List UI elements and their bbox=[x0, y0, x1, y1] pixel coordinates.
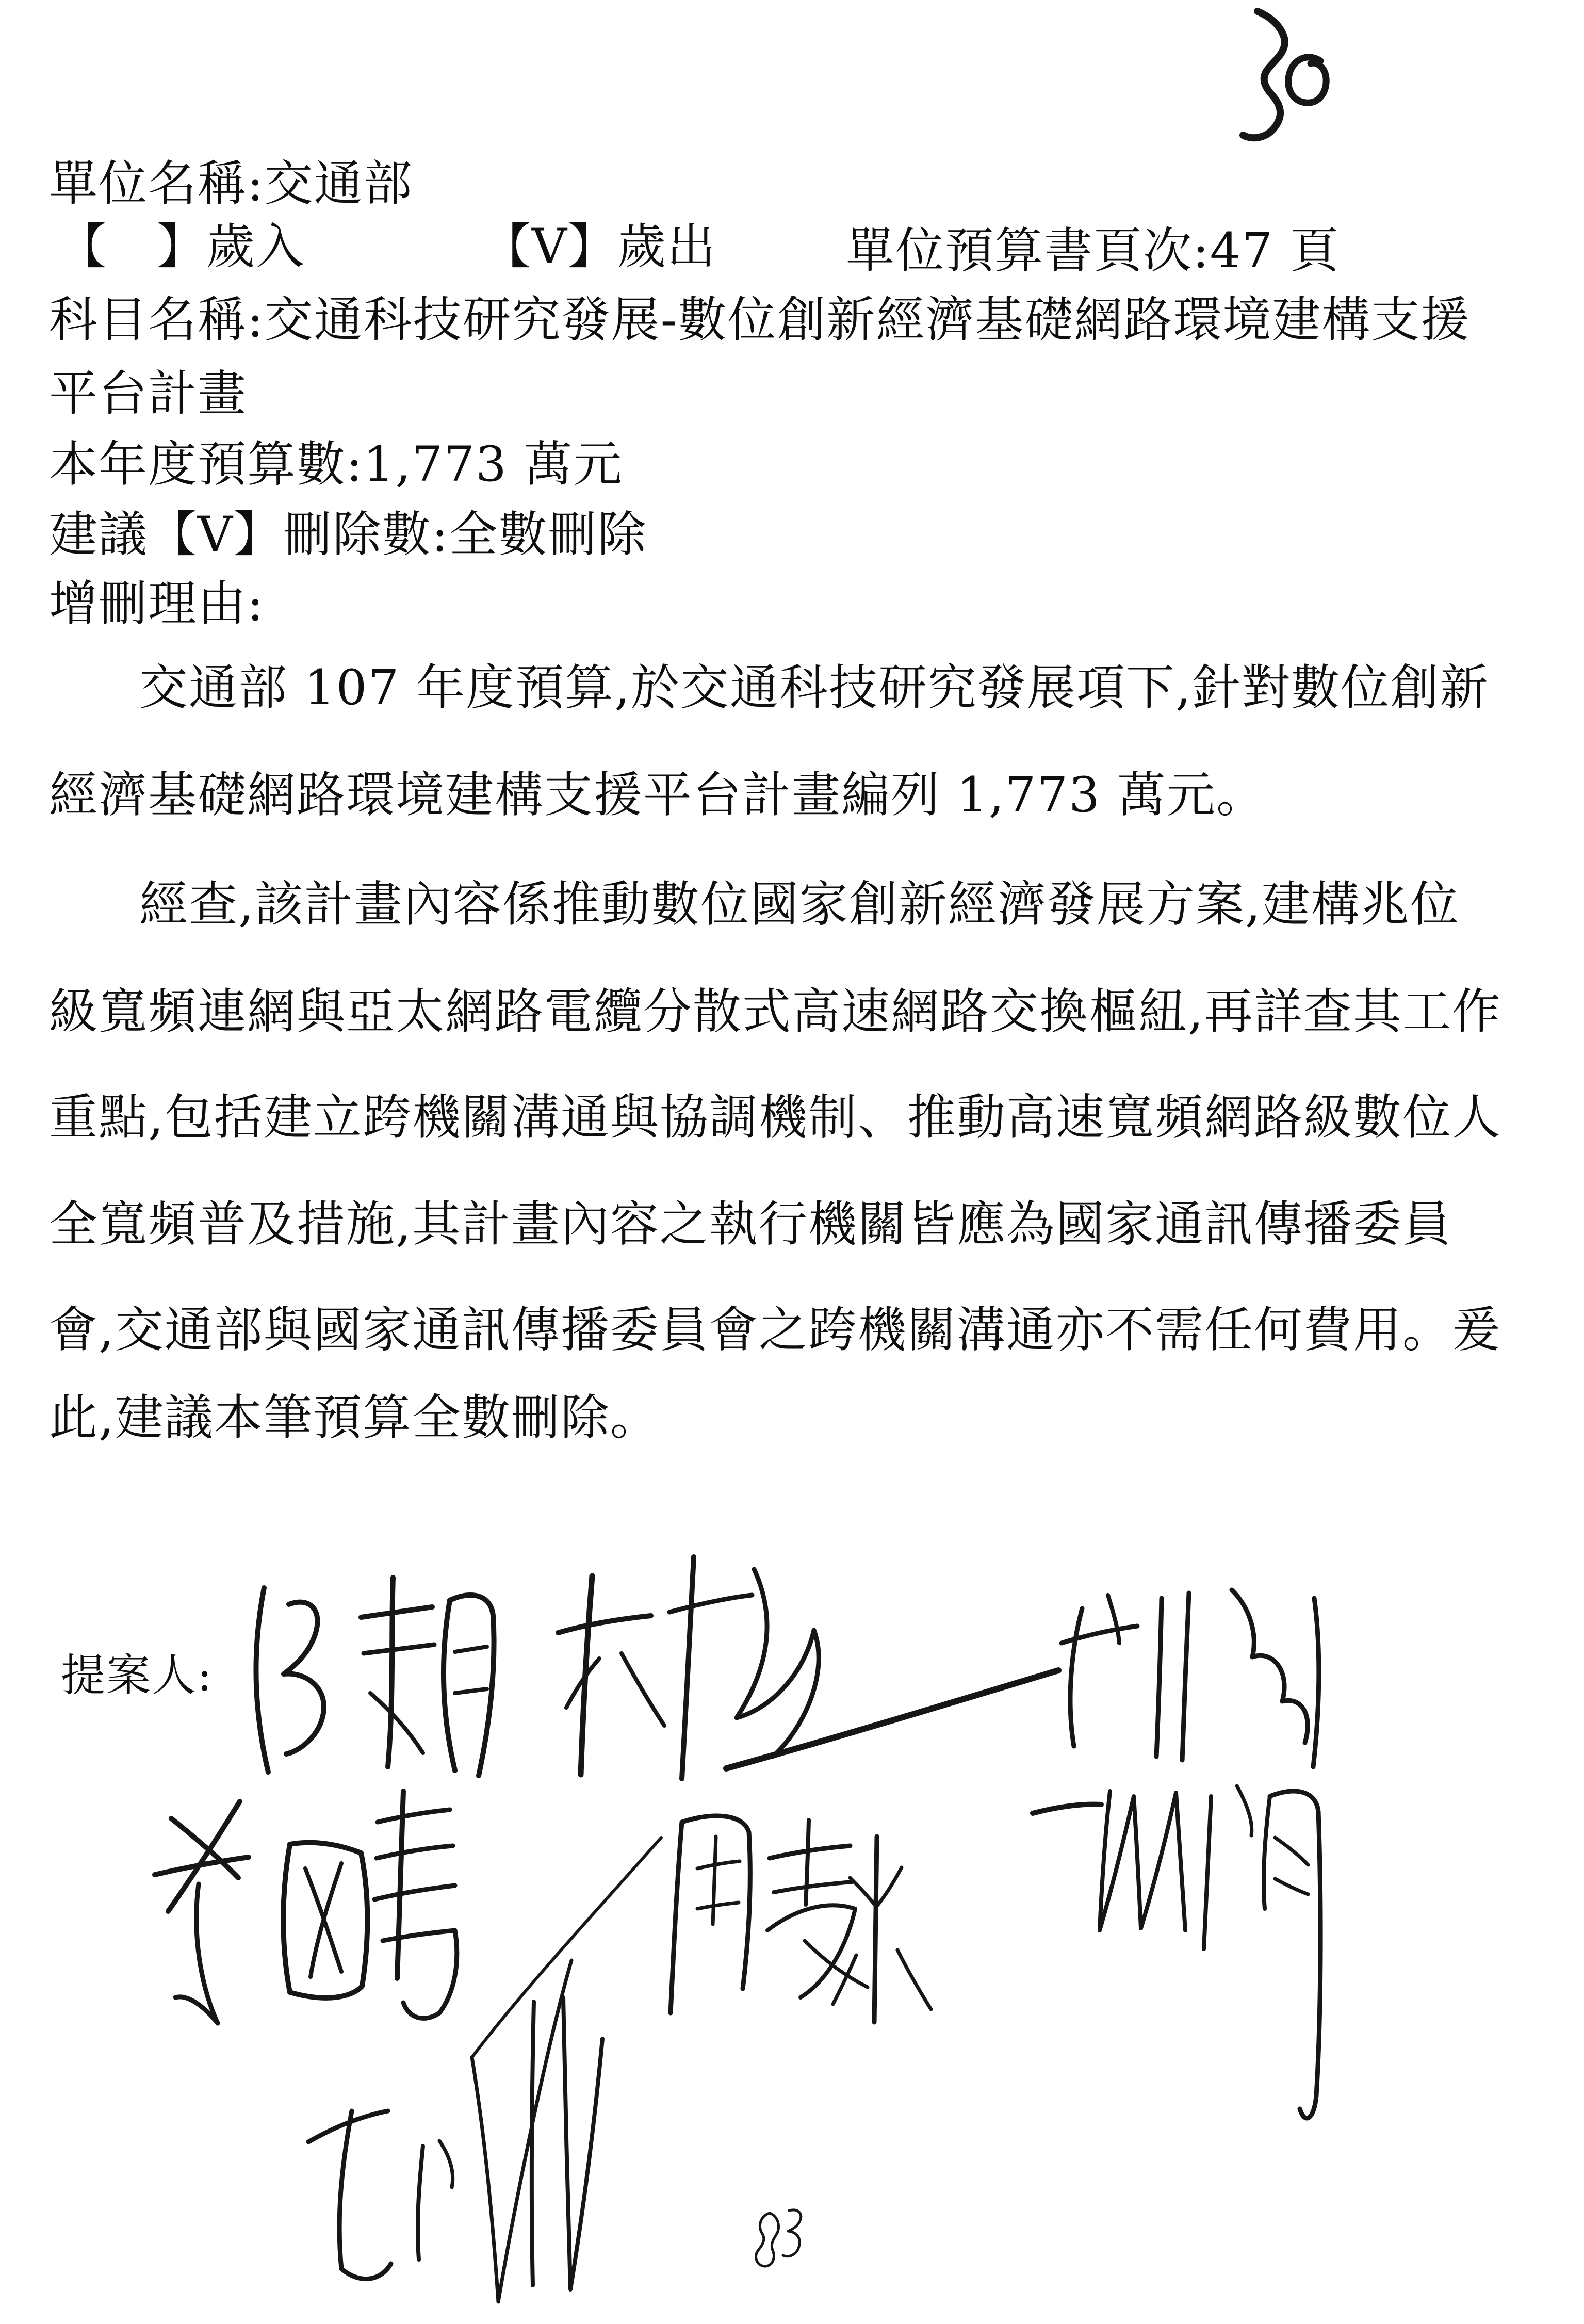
signature bbox=[256, 1578, 494, 1776]
subject-line-2: 平台計畫 bbox=[49, 366, 248, 422]
reason-line: 此,建議本筆預算全數刪除。 bbox=[49, 1390, 660, 1446]
unit-name-line: 單位名稱:交通部 bbox=[49, 156, 413, 212]
reason-line: 全寬頻普及措施,其計畫內容之執行機關皆應為國家通訊傳播委員 bbox=[49, 1196, 1452, 1253]
subject-line-1: 科目名稱:交通科技研究發展-數位創新經濟基礎網路環境建構支援 bbox=[49, 292, 1471, 348]
handwritten-page-number bbox=[756, 2210, 801, 2266]
signature bbox=[308, 1997, 602, 2289]
reason-line: 重點,包括建立跨機關溝通與協調機制、推動高速寬頻網路級數位人 bbox=[49, 1090, 1501, 1146]
annual-budget-line: 本年度預算數:1,773 萬元 bbox=[49, 436, 623, 493]
handwritten-corner-number bbox=[1243, 11, 1326, 138]
proposer-label: 提案人: bbox=[61, 1650, 213, 1701]
signature bbox=[558, 1557, 1058, 1779]
reason-label: 增刪理由: bbox=[49, 576, 265, 632]
reason-line: 經濟基礎網路環境建構支援平台計畫編列 1,773 萬元。 bbox=[49, 767, 1266, 823]
expenditure-checkbox: 【V】歲出 bbox=[482, 219, 716, 275]
reason-line: 級寬頻連網與亞太網路電纜分散式高速網路交換樞紐,再詳查其工作 bbox=[49, 984, 1501, 1040]
reason-line: 交通部 107 年度預算,於交通科技研究發展項下,針對數位創新 bbox=[139, 660, 1489, 716]
signature bbox=[472, 1816, 931, 2302]
budget-book-page: 單位預算書頁次:47 頁 bbox=[846, 223, 1340, 279]
reason-line: 會,交通部與國家通訊傳播委員會之跨機關溝通亦不需任何費用。爰 bbox=[49, 1302, 1501, 1358]
revenue-checkbox: 【 】歲入 bbox=[58, 219, 306, 275]
deletion-suggestion-line: 建議【V】刪除數:全數刪除 bbox=[49, 507, 647, 563]
signature bbox=[1062, 1590, 1319, 1767]
signature bbox=[155, 1791, 457, 2023]
signature bbox=[1033, 1786, 1320, 2118]
reason-line: 經查,該計畫內容係推動數位國家創新經濟發展方案,建構兆位 bbox=[139, 876, 1460, 933]
